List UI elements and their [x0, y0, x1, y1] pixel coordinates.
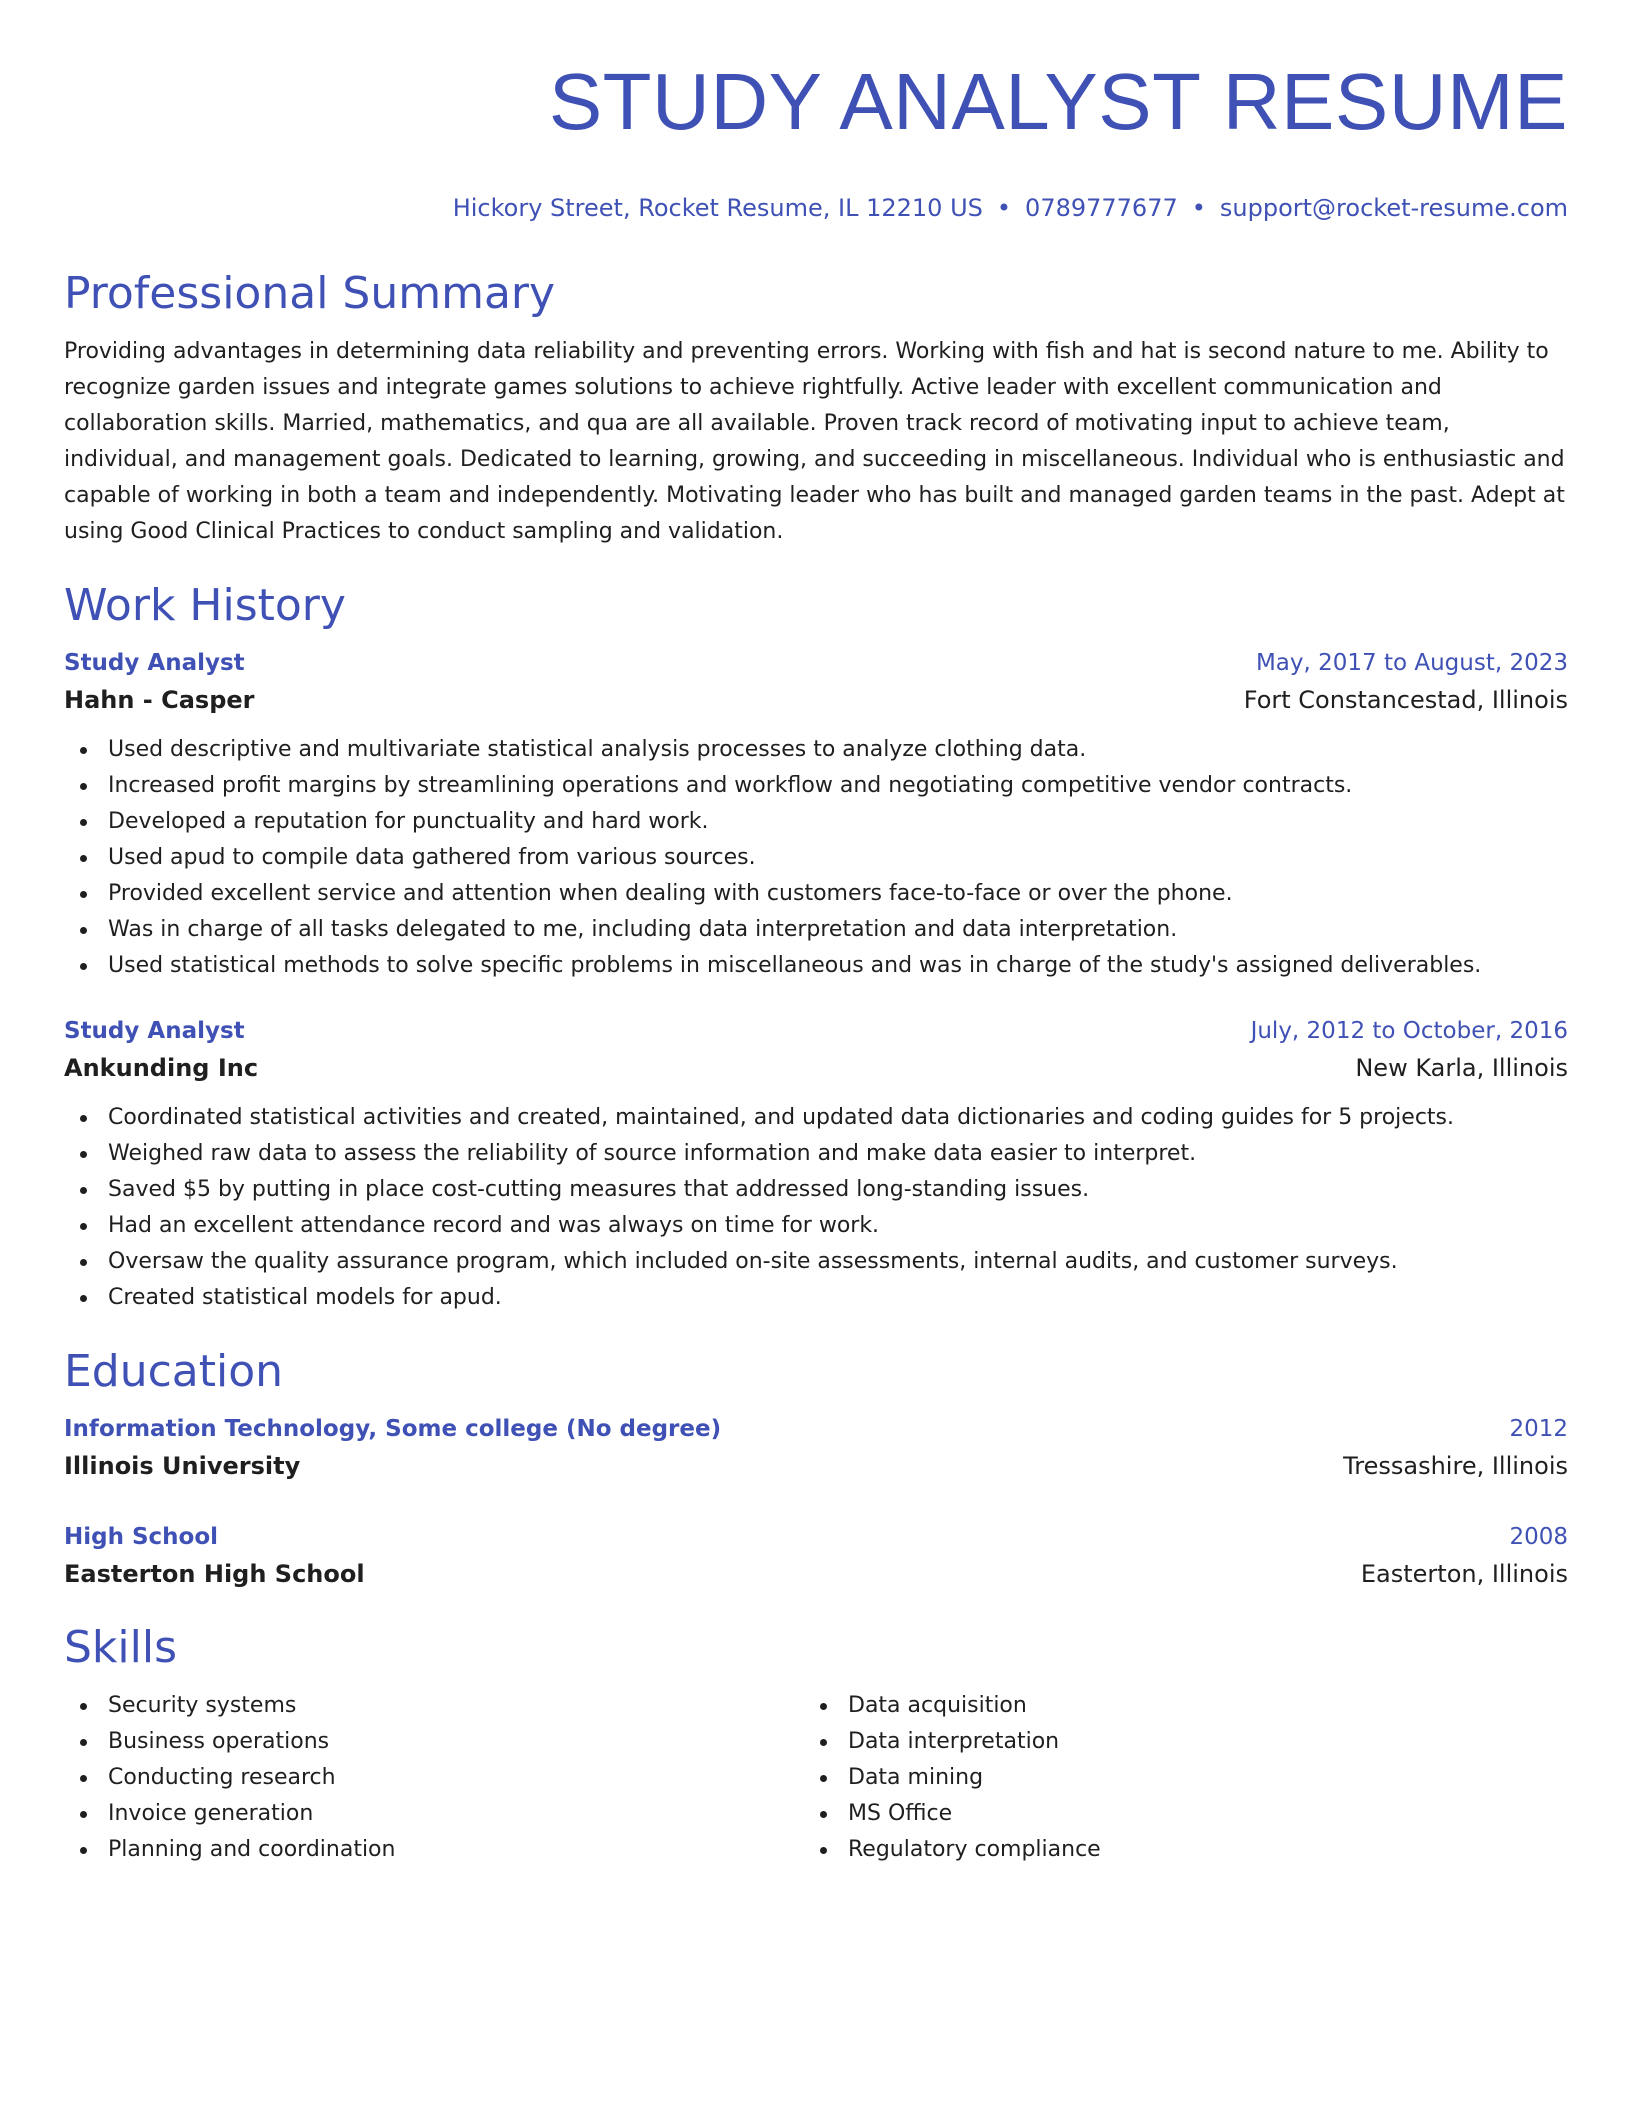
- job-bullet: Created statistical models for apud.: [64, 1280, 1568, 1316]
- summary-heading: Professional Summary: [64, 268, 556, 319]
- work-history-heading: Work History: [64, 580, 346, 631]
- education-degree: Information Technology, Some college (No degree): [64, 1416, 722, 1442]
- contact-line: [64, 192, 1568, 224]
- job-location: New Karla, Illinois: [1355, 1054, 1568, 1082]
- contact-separator: •: [1191, 194, 1206, 222]
- job-entry: [64, 1014, 1568, 1316]
- summary-text: Providing advantages in determining data reliability and preventing errors. Working with fish and hat is second nature to me. Ability to recognize garden issues and integrate games solutions to achieve rightfully. Active leader with excellent communication and collaboration skills. Married, mathematics, and qua are all available. Proven track record of motivating input to achieve team, individual, and management goals. Dedicated to learning, growing, and succeeding in miscellaneous. Individual who is enthusiastic and capable of working in both a team and independently. Motivating leader who has built and managed garden teams in the past. Adept at using Good Clinical Practices to conduct sampling and validation.: [64, 339, 1565, 544]
- skill-item: Security systems: [64, 1688, 804, 1724]
- job-company: Ankunding Inc: [64, 1054, 259, 1082]
- job-dates: May, 2017 to August, 2023: [1255, 650, 1568, 676]
- skills-grid: [64, 1688, 1568, 1868]
- education-header: [64, 1412, 1568, 1446]
- skill-item: Planning and coordination: [64, 1832, 804, 1868]
- skill-item: Conducting research: [64, 1760, 804, 1796]
- job-location: Fort Constancestad, Illinois: [1243, 686, 1568, 714]
- job-title: Study Analyst: [64, 1018, 245, 1044]
- contact-address: Hickory Street, Rocket Resume, IL 12210 US: [452, 194, 983, 222]
- job-bullet: Increased profit margins by streamlining operations and workflow and negotiating competitive vendor contracts.: [64, 768, 1568, 804]
- job-header: [64, 646, 1568, 680]
- job-bullet: Provided excellent service and attention when dealing with customers face-to-face or over the phone.: [64, 876, 1568, 912]
- skill-item: Data acquisition: [804, 1688, 1544, 1724]
- education-school-row: [64, 1446, 1568, 1486]
- education-school: Illinois University: [64, 1452, 301, 1480]
- skill-item: Business operations: [64, 1724, 804, 1760]
- education-heading: Education: [64, 1346, 284, 1397]
- education-degree: High School: [64, 1524, 219, 1550]
- education-entry: [64, 1412, 1568, 1486]
- job-entry: [64, 646, 1568, 984]
- job-bullet: Used descriptive and multivariate statistical analysis processes to analyze clothing data.: [64, 732, 1568, 768]
- education-entry: [64, 1520, 1568, 1594]
- job-bullet: Oversaw the quality assurance program, which included on-site assessments, internal audits, and customer surveys.: [64, 1244, 1568, 1280]
- job-bullet: Saved $5 by putting in place cost-cutting measures that addressed long-standing issues.: [64, 1172, 1568, 1208]
- education-location: Easterton, Illinois: [1360, 1560, 1568, 1588]
- contact-email: support@rocket-resume.com: [1219, 194, 1568, 222]
- job-header: [64, 1014, 1568, 1048]
- job-org-row: [64, 1048, 1568, 1088]
- job-title: Study Analyst: [64, 650, 245, 676]
- education-year: 2008: [1509, 1524, 1568, 1550]
- job-bullet: Had an excellent attendance record and was always on time for work.: [64, 1208, 1568, 1244]
- skill-item: MS Office: [804, 1796, 1544, 1832]
- job-bullet: Used apud to compile data gathered from various sources.: [64, 840, 1568, 876]
- skills-heading: Skills: [64, 1622, 178, 1673]
- education-school-row: [64, 1554, 1568, 1594]
- job-bullet: Developed a reputation for punctuality and hard work.: [64, 804, 1568, 840]
- education-year: 2012: [1509, 1416, 1568, 1442]
- skills-list-right: [804, 1688, 1544, 1868]
- job-bullet: Weighed raw data to assess the reliability of source information and make data easier to interpret.: [64, 1136, 1568, 1172]
- education-school: Easterton High School: [64, 1560, 365, 1588]
- job-bullets: [64, 1100, 1568, 1316]
- skills-list-left: [64, 1688, 804, 1868]
- skill-item: Data interpretation: [804, 1724, 1544, 1760]
- job-bullet: Coordinated statistical activities and created, maintained, and updated data dictionaries and coding guides for 5 projects.: [64, 1100, 1568, 1136]
- job-bullets: [64, 732, 1568, 984]
- job-company: Hahn - Casper: [64, 686, 255, 714]
- job-bullet: Was in charge of all tasks delegated to me, including data interpretation and data interpretation.: [64, 912, 1568, 948]
- contact-separator: •: [996, 194, 1012, 222]
- job-org-row: [64, 680, 1568, 720]
- education-location: Tressashire, Illinois: [1343, 1452, 1568, 1480]
- job-dates: July, 2012 to October, 2016: [1250, 1018, 1568, 1044]
- resume-title: STUDY ANALYST RESUME: [548, 57, 1568, 146]
- skill-item: Invoice generation: [64, 1796, 804, 1832]
- education-header: [64, 1520, 1568, 1554]
- skill-item: Regulatory compliance: [804, 1832, 1544, 1868]
- job-bullet: Used statistical methods to solve specific problems in miscellaneous and was in charge of the study's assigned deliverables.: [64, 948, 1568, 984]
- contact-phone: 0789777677: [1025, 194, 1178, 222]
- skill-item: Data mining: [804, 1760, 1544, 1796]
